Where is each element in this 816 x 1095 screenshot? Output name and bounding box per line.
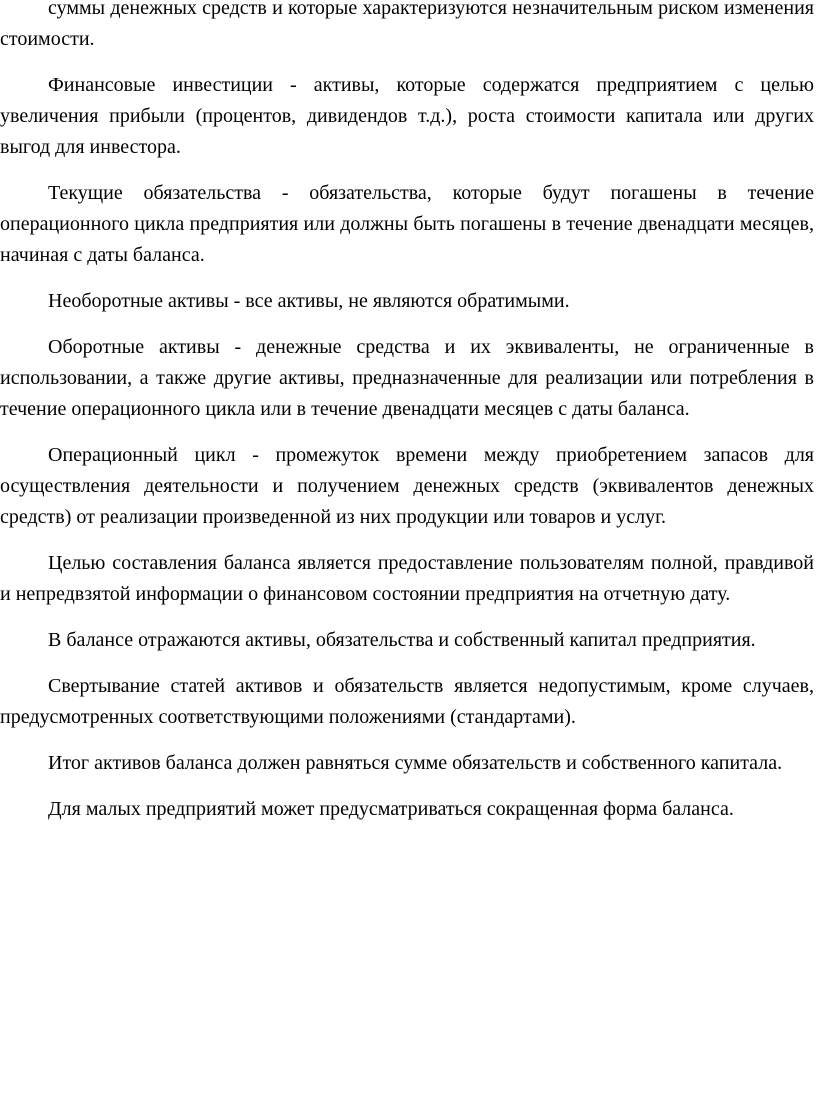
- paragraph-netting: Свертывание статей активов и обязательств является недопустимым, кроме случаев, предусмотренных соответствующими положениями (стандартами).: [0, 675, 814, 728]
- paragraph-balance-reflects: В балансе отражаются активы, обязательства и собственный капитал предприятия.: [48, 629, 756, 651]
- paragraph-financial-investments: Финансовые инвестиции - активы, которые содержатся предприятием с целью увеличения прибыли (процентов, дивидендов т.д.), роста стоимости капитала или других выгод для инвестора.: [0, 74, 814, 158]
- paragraph-current-liabilities: Текущие обязательства - обязательства, которые будут погашены в течение операционного цикла предприятия или должны быть погашены в течение двенадцати месяцев, начиная с даты баланса.: [0, 182, 814, 266]
- paragraph-operating-cycle: Операционный цикл - промежуток времени между приобретением запасов для осуществления деятельности и получением денежных средств (эквивалентов денежных средств) от реализации произведенной из них продукции или товаров и услуг.: [0, 444, 814, 528]
- paragraph-balance-purpose: Целью составления баланса является предоставление пользователям полной, правдивой и непредвзятой информации о финансовом состоянии предприятия на отчетную дату.: [0, 552, 814, 605]
- paragraph-current-assets: Оборотные активы - денежные средства и их эквиваленты, не ограниченные в использовании, а также другие активы, предназначенные для реализации или потребления в течение операционного цикла или в течение двенадцати месяцев с даты баланса.: [0, 336, 814, 420]
- paragraph-noncurrent-assets: Необоротные активы - все активы, не являются обратимыми.: [48, 290, 570, 312]
- paragraph-cash-equivalents-continuation: суммы денежных средств и которые характеризуются незначительным риском изменения стоимости.: [0, 0, 814, 50]
- paragraph-total-assets: Итог активов баланса должен равняться сумме обязательств и собственного капитала.: [48, 752, 783, 774]
- paragraph-small-enterprises: Для малых предприятий может предусматриваться сокращенная форма баланса.: [48, 798, 734, 820]
